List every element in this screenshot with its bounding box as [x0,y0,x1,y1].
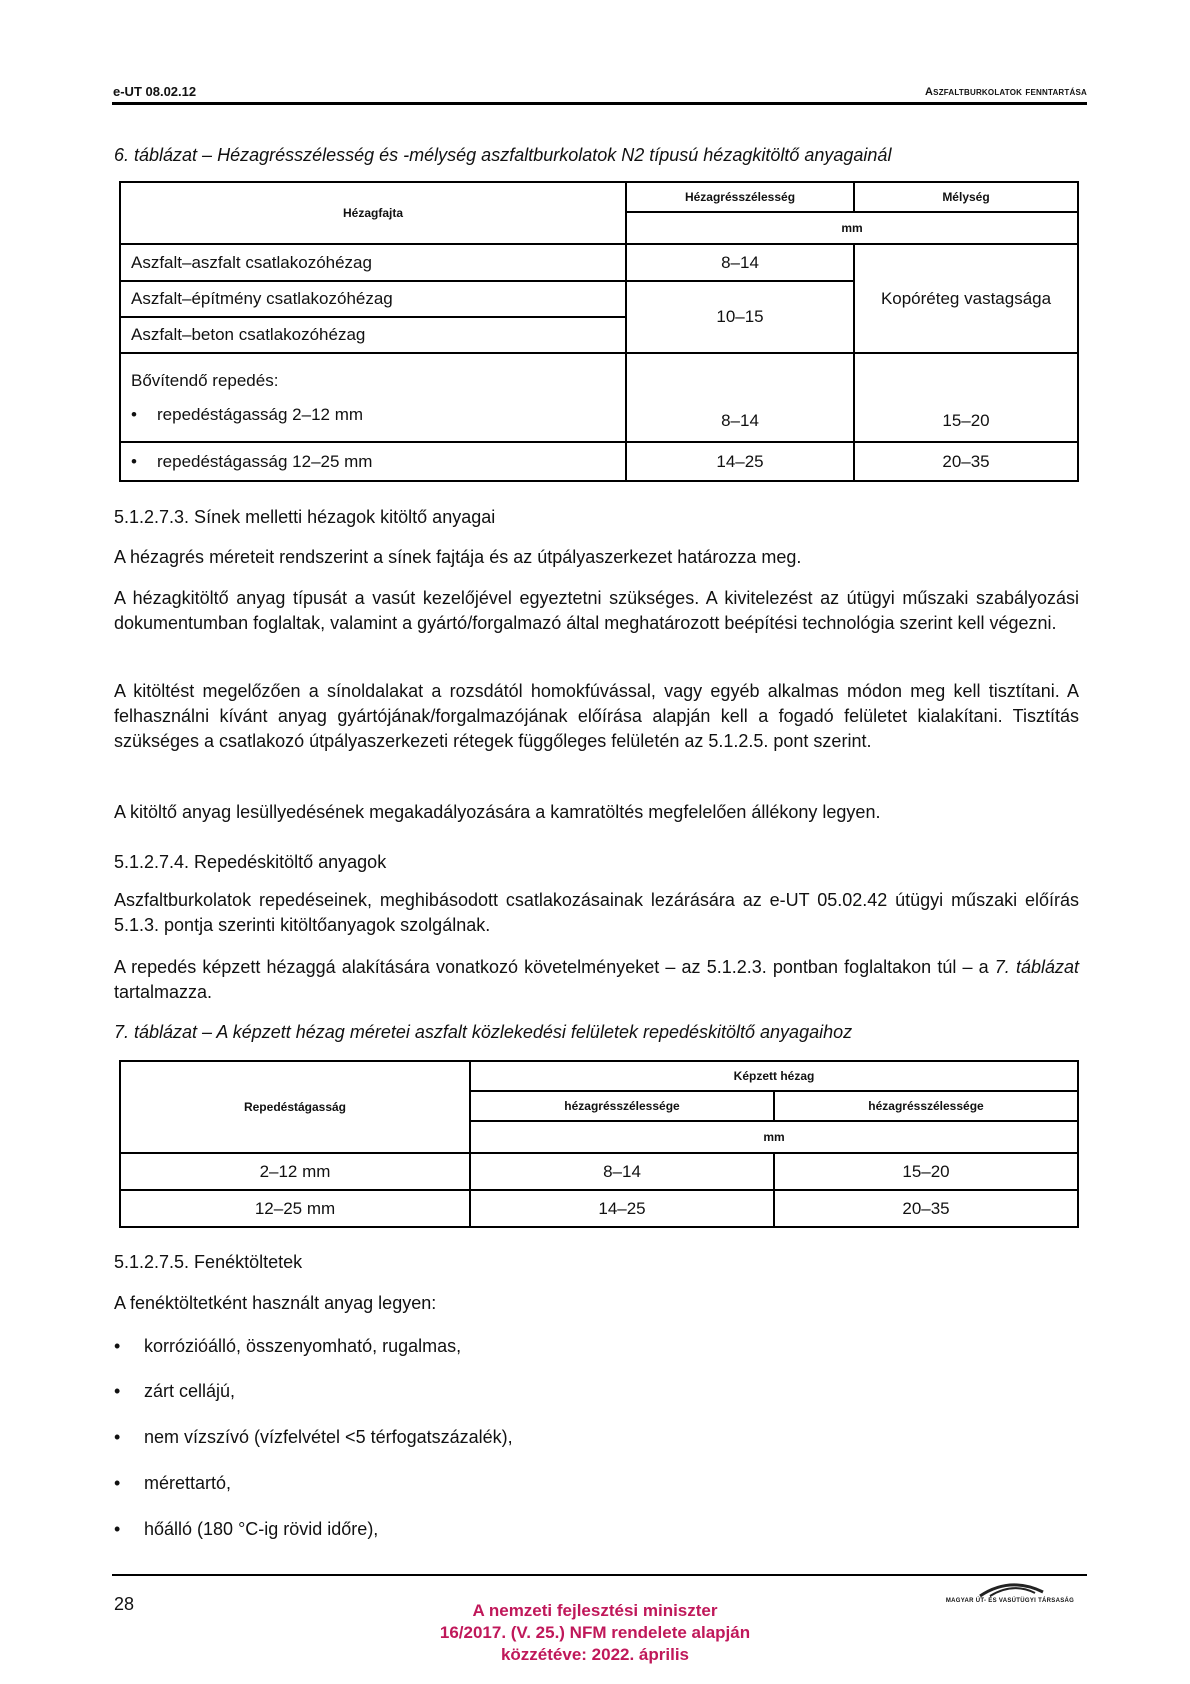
table6-cell: 8–14 [626,244,854,281]
publication-note-line: 16/2017. (V. 25.) NFM rendelete alapján [439,1623,751,1642]
table6-cell: 20–35 [854,442,1078,481]
table6-header-joint-type: Hézagfajta [120,182,626,244]
table7-cell: 20–35 [774,1190,1078,1227]
list-item-text: zárt cellájú, [144,1381,236,1401]
logo-text: MAGYAR ÚT- ÉS VASÚTÜGYI TÁRSASÁG [945,1598,1075,1604]
society-logo-icon [935,1578,1085,1614]
list-item [114,1336,461,1357]
paragraph: A fenéktöltetként használt anyag legyen: [114,1293,437,1313]
paragraph: A kitöltő anyag lesüllyedésének megakadályozására a kamratöltés megfelelően állékony legyen. [114,802,881,822]
bullet-icon: • [114,1381,121,1401]
table6-cell: 10–15 [626,281,854,353]
table6-row-label [120,353,626,442]
running-title: Aszfaltburkolatok fenntartása [925,86,1087,98]
table7-header-unit: mm [470,1121,1078,1153]
table6-cell-depth-merged: Kopóréteg vastagsága [854,244,1078,353]
publication-note-line: A nemzeti fejlesztési miniszter [472,1601,718,1620]
table7-header-group: Képzett hézag [470,1061,1078,1091]
list-item [114,1427,513,1448]
list-item [114,1519,378,1540]
table6-row-label: Aszfalt–építmény csatlakozóhézag [120,281,626,317]
paragraph: A kitöltést megelőzően a sínoldalakat a rozsdától homokfúvással, vagy egyéb alkalmas módon meg kell tisztítani. A felhasználni kívánt anyag gyártójának/forgalmazójának előírása alapján kell a fogadó felületet kialakítani. Tisztítás szükséges a csatlakozó útpályaszerkezeti rétegek függőleges felületén az 5.1.2.5. pont szerint. [114,681,1079,751]
page-number: 28 [114,1594,135,1614]
table7 [119,1060,1079,1228]
table6-row-label: Aszfalt–aszfalt csatlakozóhézag [120,244,626,281]
list-item-text: nem vízszívó (vízfelvétel <5 térfogatszázalék), [144,1427,513,1447]
table6-crack-title: Bővítendő repedés: [131,370,279,390]
table6-cell: 14–25 [626,442,854,481]
section-heading: 5.1.2.7.5. Fenéktöltetek [114,1252,303,1272]
section-heading: 5.1.2.7.3. Sínek melletti hézagok kitöltő anyagai [114,507,496,527]
table6-crack-item-text: repedéstágasság 12–25 mm [157,451,373,471]
table7-caption: 7. táblázat – A képzett hézag méretei aszfalt közlekedési felületek repedéskitöltő anyagaihoz [114,1022,853,1042]
section-heading: 5.1.2.7.4. Repedéskitöltő anyagok [114,852,387,872]
list-item-text: hőálló (180 °C-ig rövid időre), [144,1519,379,1539]
table7-cell: 14–25 [470,1190,774,1227]
paragraph: A hézagkitöltő anyag típusát a vasút kezelőjével egyeztetni szükséges. A kivitelezést az útügyi műszaki szabályozási dokumentumban foglaltak, valamint a gyártó/forgalmazó által meghatározott beépítési technológia szerint kell végezni. [114,588,1079,633]
paragraph-text: tartalmazza. [114,982,213,1002]
header-rule [112,102,1087,105]
footer-rule [112,1574,1087,1576]
table7-cell: 12–25 mm [120,1190,470,1227]
paragraph-text: A repedés képzett hézaggá alakítására vonatkozó követelményeket – az 5.1.2.3. pontban foglaltakon túl – a [114,957,995,977]
list-item-text: korrózióálló, összenyomható, rugalmas, [144,1336,462,1356]
table7-header-crack-width: Repedéstágasság [120,1061,470,1153]
table6-cell: 8–14 [626,353,854,442]
bullet-icon: • [114,1473,121,1493]
list-item-text: mérettartó, [144,1473,232,1493]
table-reference: 7. táblázat [994,957,1080,977]
table6-row-label: Aszfalt–beton csatlakozóhézag [120,317,626,353]
list-item [114,1473,231,1494]
table6-cell: 15–20 [854,353,1078,442]
table7-header-width: hézagrésszélessége [470,1091,774,1121]
bullet-icon: • [131,404,137,424]
table7-cell: 2–12 mm [120,1153,470,1190]
table7-cell: 8–14 [470,1153,774,1190]
list-item [114,1381,235,1402]
table6 [119,181,1079,482]
bullet-icon: • [114,1427,121,1447]
bullet-icon: • [114,1336,121,1356]
table6-caption: 6. táblázat – Hézagrésszélesség és -mélység aszfaltburkolatok N2 típusú hézagkitöltő anyagainál [114,145,892,165]
table6-crack-item-text: repedéstágasság 2–12 mm [157,404,364,424]
table6-crack-item [131,398,615,432]
table6-header-width: Hézagrésszélesség [626,182,854,212]
table6-row-label [120,442,626,481]
paragraph: A hézagrés méreteit rendszerint a sínek fajtája és az útpályaszerkezet határozza meg. [114,547,802,567]
table7-cell: 15–20 [774,1153,1078,1190]
table7-header-width-2: hézagrésszélessége [774,1091,1078,1121]
bullet-icon: • [114,1519,121,1539]
paragraph [114,955,1079,1005]
document-id: e-UT 08.02.12 [113,84,197,99]
bullet-icon: • [131,451,137,471]
table6-header-depth: Mélység [854,182,1078,212]
paragraph: Aszfaltburkolatok repedéseinek, meghibásodott csatlakozásainak lezárására az e-UT 05.02.42 útügyi műszaki előírás 5.1.3. pontja szerinti kitöltőanyagok szolgálnak. [114,890,1079,935]
publication-note-line: közzétéve: 2022. április [500,1645,690,1664]
table6-header-unit: mm [626,212,1078,244]
